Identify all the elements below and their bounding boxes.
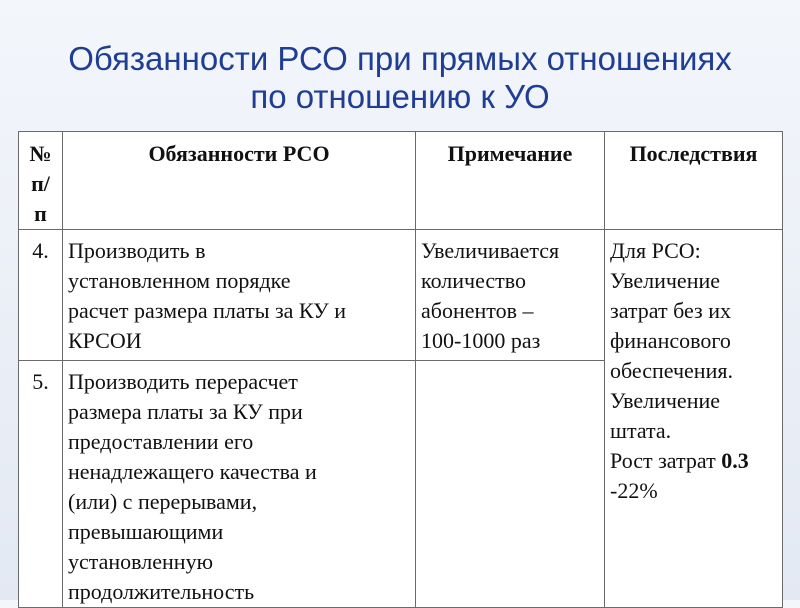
header-consequences: Последствия [605,132,783,230]
duty-cell [63,361,416,608]
consequence-line: затрат без их [610,298,731,323]
consequences-cell [605,230,783,608]
header-number [19,132,63,230]
slide-title-line-2: по отношению к УО [250,78,550,115]
duty-line: Производить в [68,238,206,263]
table-row [19,230,783,361]
duty-line: размера платы за КУ при [68,399,303,424]
note-cell [416,361,605,608]
consequence-line: обеспечения. [610,358,733,383]
header-number-line-2: п/ [31,171,50,196]
duty-line: ненадлежащего качества и [68,459,317,484]
header-note: Примечание [416,132,605,230]
duty-line: установленном порядке [68,268,291,293]
growth-suffix: -22% [610,478,658,503]
duty-line: предоставлении его [68,429,254,454]
duty-line: установленную [68,549,214,574]
duty-line: (или) с перерывами, [68,489,258,514]
slide-title-line-1: Обязанности РСО при прямых отношениях [68,40,732,77]
table-header-row [19,132,783,230]
duty-cell [63,230,416,361]
header-number-line-1: № [29,141,52,166]
row-number: 5. [19,361,63,608]
consequence-growth-line [610,446,777,476]
header-number-line-3: п [34,201,47,226]
slide-title [0,40,800,116]
duty-line: продолжительность [68,579,255,604]
note-line: 100-1000 раз [421,328,541,353]
duties-table [18,131,783,608]
growth-prefix: Рост затрат [610,448,722,473]
growth-value: 0.3 [721,448,749,473]
consequence-line: Увеличение [610,268,721,293]
note-cell [416,230,605,361]
duty-line: превышающими [68,519,224,544]
note-line: Увеличивается [421,238,560,263]
consequence-line: финансового [610,328,731,353]
duty-line: расчет размера платы за КУ и [68,298,347,323]
note-line: абонентов – [421,298,534,323]
header-duties: Обязанности РСО [63,132,416,230]
duty-line: Производить перерасчет [68,369,298,394]
consequence-line: Для РСО: [610,238,701,263]
consequence-line: штата. [610,418,672,443]
note-line: количество [421,268,527,293]
consequence-line: Увеличение [610,388,721,413]
duty-line: КРСОИ [68,328,142,353]
row-number: 4. [19,230,63,361]
